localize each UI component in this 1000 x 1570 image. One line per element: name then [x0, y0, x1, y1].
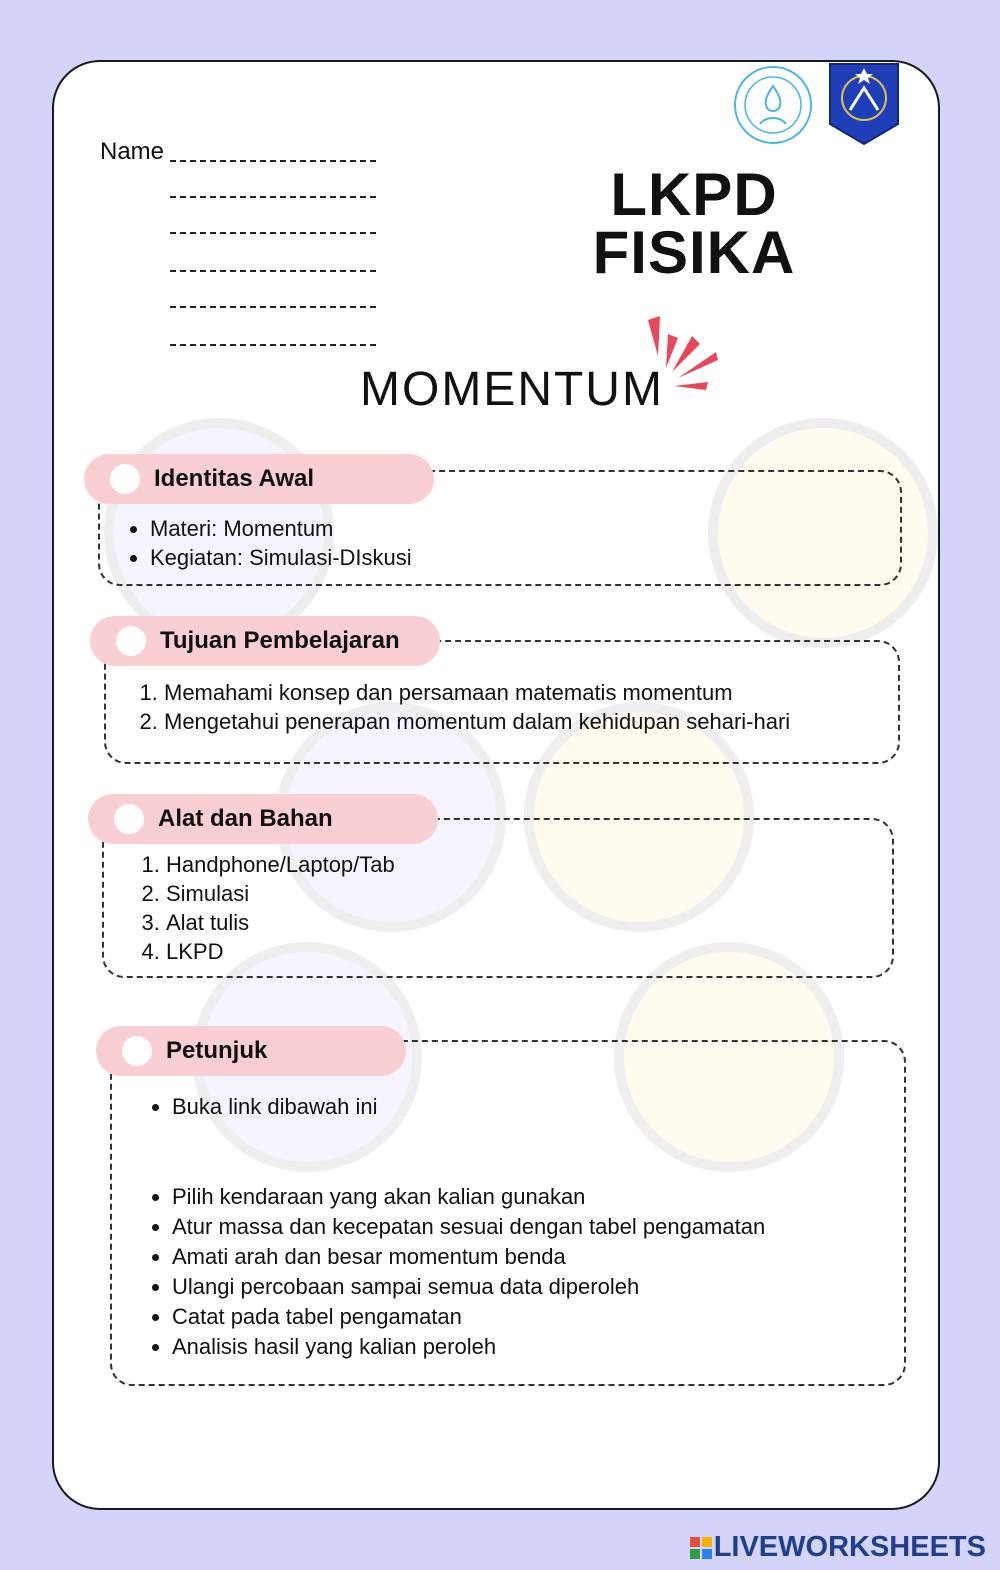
bullet-dot-icon: [110, 464, 140, 494]
list-item: 2. Simulasi: [166, 879, 395, 908]
page-title-line1: LKPD: [610, 161, 778, 228]
petunjuk-list: [132, 1182, 765, 1362]
list-item: • Kegiatan: Simulasi-DIskusi: [150, 543, 412, 572]
tujuan-list: [124, 678, 790, 736]
alat-list: [126, 850, 395, 966]
section-title: Alat dan Bahan: [158, 805, 333, 832]
tujuan-header: [90, 616, 440, 666]
list-item: • Pilih kendaraan yang akan kalian gunakan: [172, 1182, 765, 1212]
bullet-dot-icon: [114, 804, 144, 834]
topic-logo-text: MOMENTUM: [360, 363, 664, 416]
list-item: • Amati arah dan besar momentum benda: [172, 1242, 765, 1272]
petunjuk-first-list: [132, 1092, 377, 1122]
list-item: • Atur massa dan kecepatan sesuai dengan tabel pengamatan: [172, 1212, 765, 1242]
list-item: 4. LKPD: [166, 937, 395, 966]
page-title: [584, 161, 804, 286]
sma-shield-logo: [828, 62, 900, 146]
section-title: Petunjuk: [166, 1037, 268, 1064]
list-item: 3. Alat tulis: [166, 908, 395, 937]
name-answer-line[interactable]: [170, 196, 376, 198]
section-title: Identitas Awal: [154, 465, 315, 492]
worksheet-page: [52, 60, 940, 1510]
list-item: • Buka link dibawah ini: [172, 1092, 377, 1122]
burst-icon: [642, 312, 722, 412]
list-item: • Catat pada tabel pengamatan: [172, 1302, 765, 1332]
list-item: • Ulangi percobaan sampai semua data diperoleh: [172, 1272, 765, 1302]
page-title-line2: FISIKA: [592, 219, 796, 286]
list-item: 1. Handphone/Laptop/Tab: [166, 850, 395, 879]
list-item: 1. Memahami konsep dan persamaan matematis momentum: [164, 678, 790, 707]
liveworksheets-logo-icon: [690, 1537, 712, 1559]
section-title: Tujuan Pembelajaran: [160, 627, 400, 654]
identitas-header: [84, 454, 434, 504]
name-answer-line[interactable]: [170, 306, 376, 308]
name-label: Name: [100, 138, 165, 165]
school-emblem-logo: [730, 62, 816, 148]
identitas-list: [110, 514, 412, 572]
list-item: • Materi: Momentum: [150, 514, 412, 543]
liveworksheets-brand[interactable]: [690, 1531, 986, 1564]
name-answer-line[interactable]: [170, 270, 376, 272]
brand-text: LIVEWORKSHEETS: [713, 1531, 986, 1563]
list-item: 2. Mengetahui penerapan momentum dalam kehidupan sehari-hari: [164, 707, 790, 736]
list-item: • Analisis hasil yang kalian peroleh: [172, 1332, 765, 1362]
bullet-dot-icon: [116, 626, 146, 656]
alat-header: [88, 794, 438, 844]
bullet-dot-icon: [122, 1036, 152, 1066]
name-answer-line[interactable]: [170, 160, 376, 162]
petunjuk-header: [96, 1026, 406, 1076]
name-answer-line[interactable]: [170, 344, 376, 346]
name-answer-line[interactable]: [170, 232, 376, 234]
